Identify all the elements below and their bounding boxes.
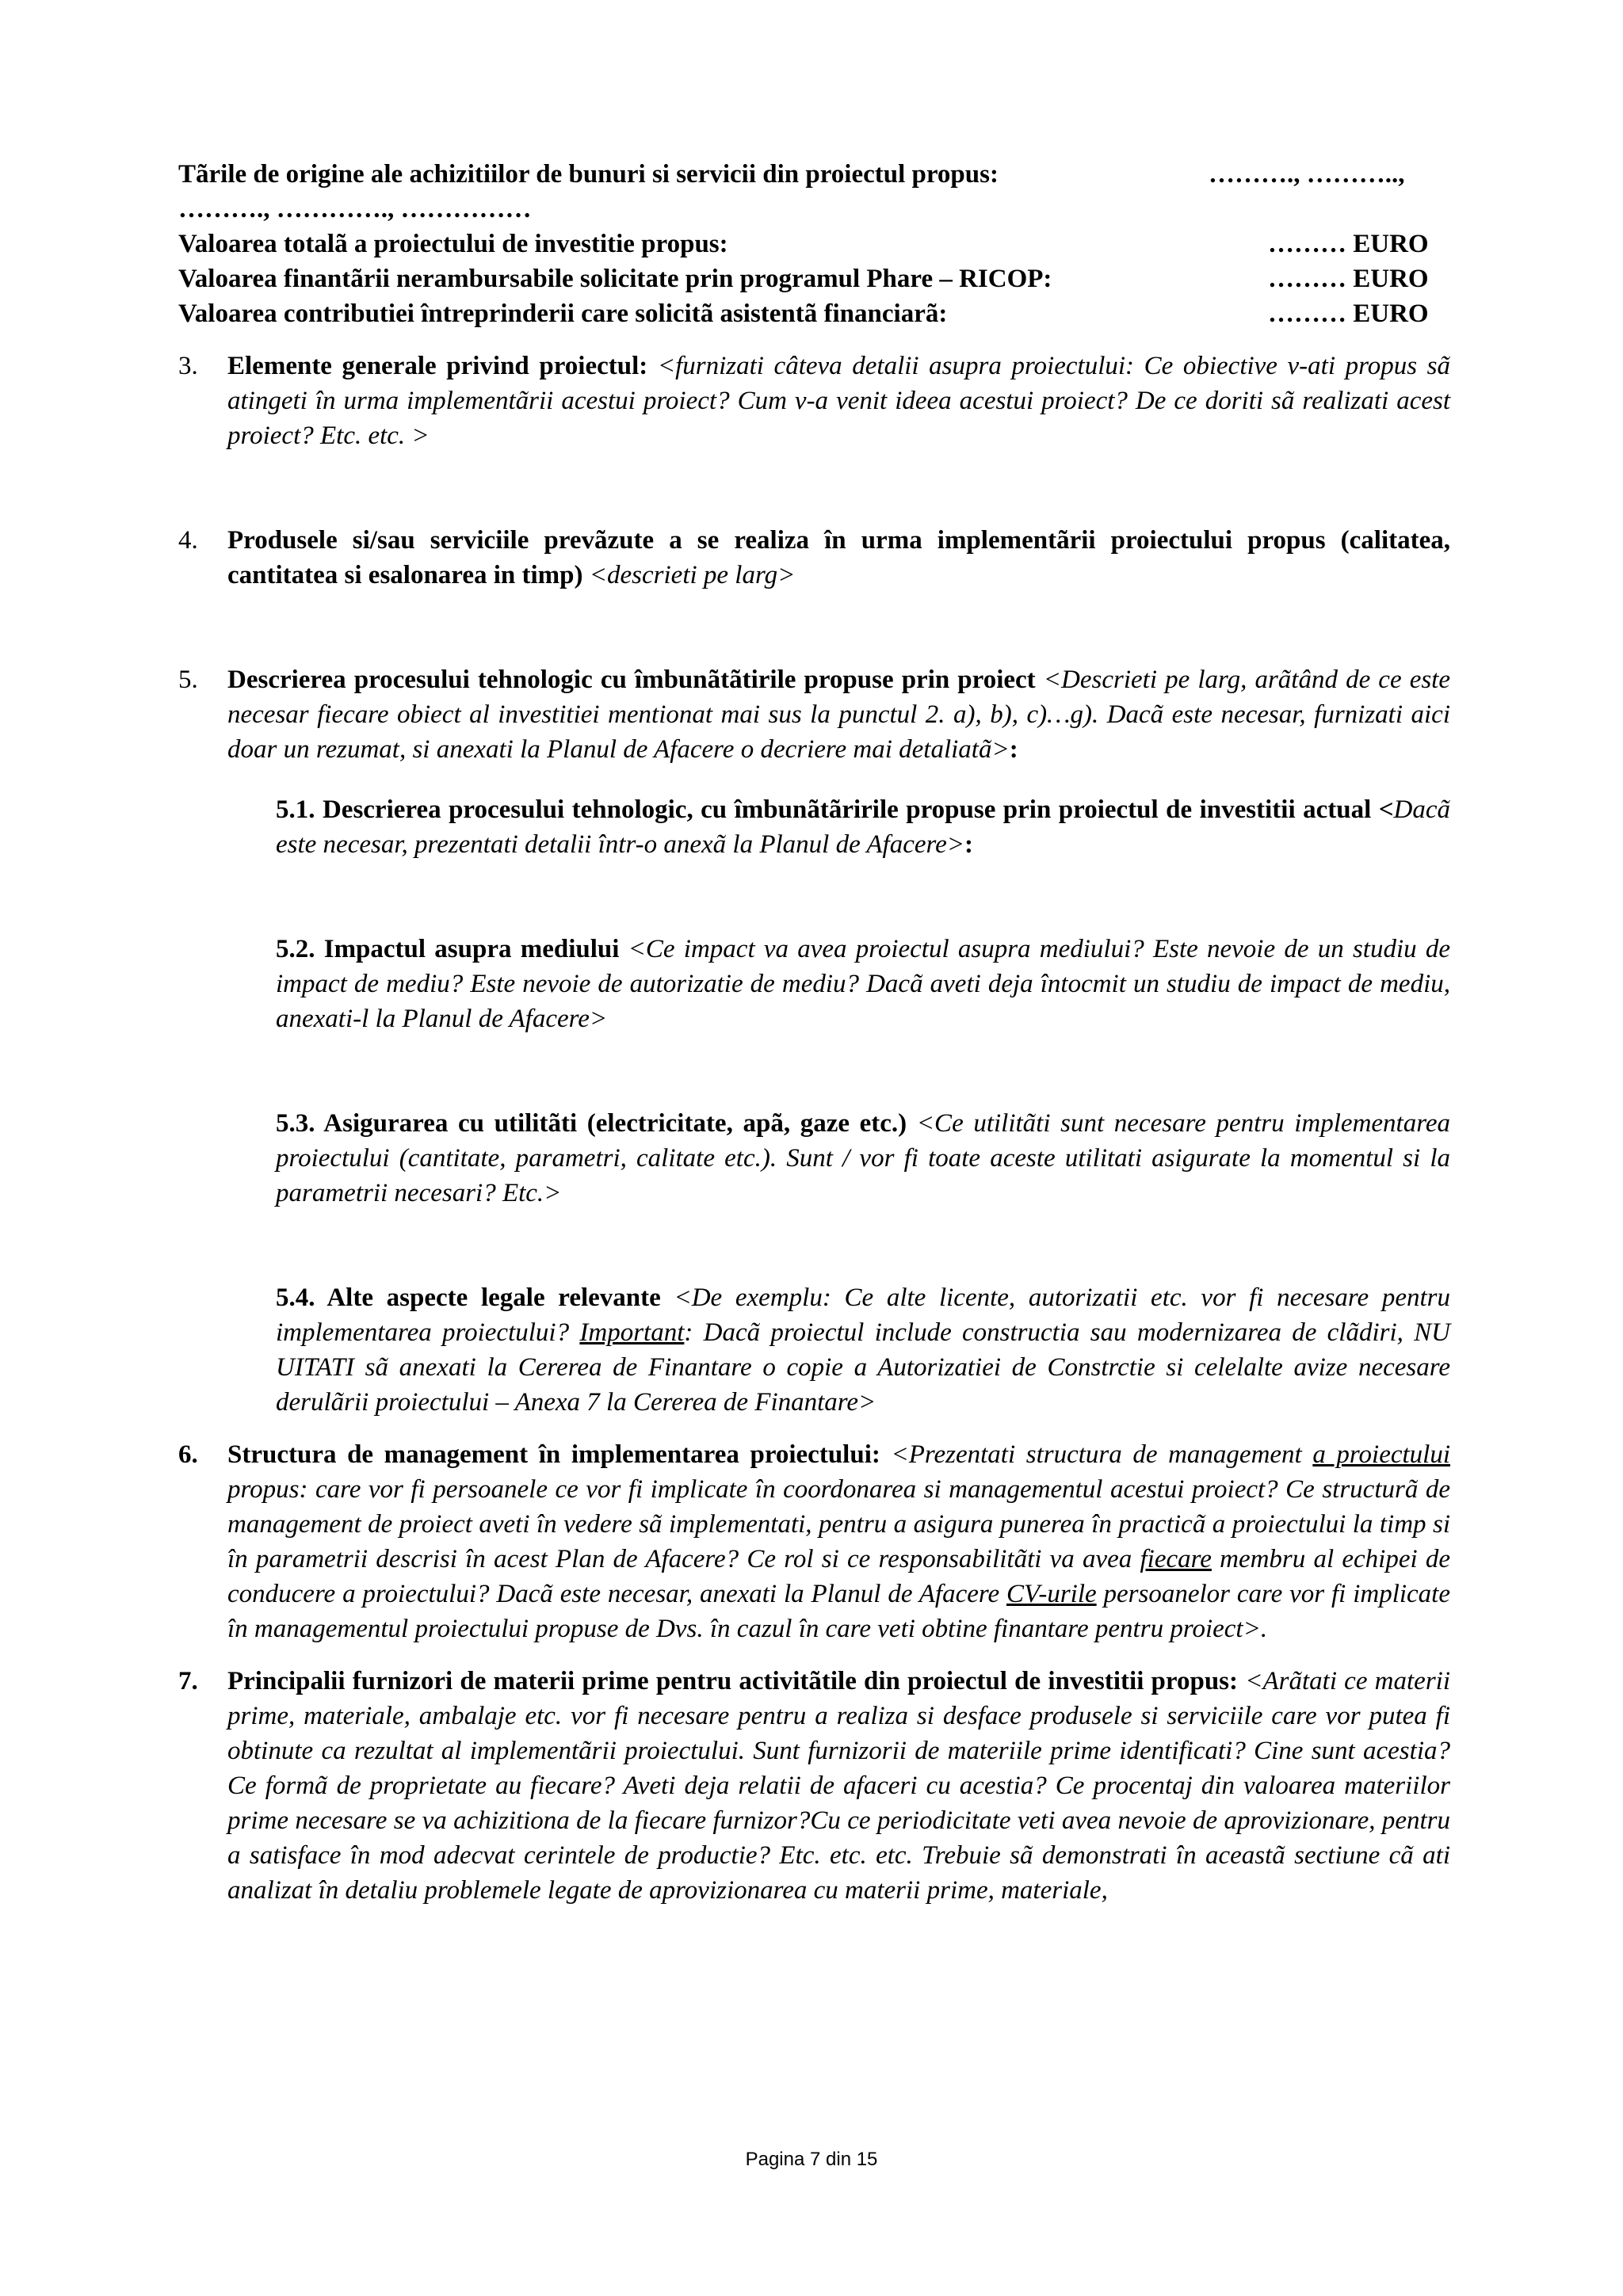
subsection-5-4	[276, 1280, 1450, 1420]
section-title: Elemente generale privind proiectul:	[227, 352, 648, 380]
section-instructions: <descrieti pe larg>	[582, 561, 796, 589]
subsection-instructions: Dacã este necesar, prezentati detalii într-o anexã la Planul de Afacere>	[276, 795, 1450, 859]
grant-value-amount: ……… EURO	[1268, 265, 1429, 293]
section-5	[178, 662, 1450, 767]
section-instructions: <Descrieti pe larg, arãtând de ce este necesar fiecare obiect al investitiei mentionat mai sus la punctul 2. a), b), c)…g). Dacã este necesar, furnizati aici doar un rezumat, si anexati la Planul de Afacere o decriere mai detaliatã>	[227, 666, 1450, 764]
subsection-instructions: <De exemplu: Ce alte licente, autorizatii etc. vor fi necesare pentru implementarea proiectului?	[276, 1283, 1450, 1347]
total-value-label: Valoarea totalã a proiectului de investitie propus:	[178, 230, 728, 258]
section-number: 5.	[178, 666, 198, 694]
subsection-colon: :	[964, 830, 974, 859]
underlined-phrase: a proiectului	[1312, 1440, 1451, 1469]
section-7	[178, 1664, 1450, 1908]
section-title: Principalii furnizori de materii prime pentru activitãtile din proiectul de investitii propus:	[227, 1667, 1239, 1695]
section-number: 4.	[178, 526, 198, 555]
section-instructions: <Arãtati ce materii prime, materiale, ambalaje etc. vor fi necesare pentru a realiza si desface produsele si serviciile care vor putea fi obtinute ca rezultat al implementãrii proiectului. Sunt furnizorii de materiile prime identificati? Cine sunt acestia? Ce formã de proprietate au fiecare? Aveti deja relatii de afaceri cu acestia? Ce procentaj din valoarea materiilor prime necesare se va achizitiona de la fiecare furnizor?Cu ce periodicitate veti avea nevoie de aprovizionare, pentru a satisface în mod adecvat cerintele de productie? Etc. etc. etc. Trebuie sã demonstrati în aceastã sectiune cã ati analizat în detaliu problemele legate de aprovizionarea cu materii prime, materiale,	[227, 1667, 1450, 1905]
subsection-bracket: <	[1371, 795, 1394, 824]
countries-dots-continued: ………., …………., ……………	[178, 195, 532, 223]
section-6	[178, 1437, 1450, 1646]
contribution-value-row	[178, 296, 1450, 331]
underlined-word-fiecare: fiecare	[1140, 1545, 1212, 1573]
countries-row	[178, 157, 1450, 192]
section-number: 3.	[178, 352, 198, 380]
subsection-instructions-continued: : Dacã proiectul include constructia sau modernizarea de clãdiri, NU UITATI sã anexati la Cererea de Finantare o copie a Autorizatiei de Constrctie si celelalte avize necesare derulãrii proiectului – Anexa 7 la Cererea de Finantare>	[276, 1318, 1451, 1417]
subsection-title: 5.2. Impactul asupra mediului	[276, 935, 620, 963]
subsection-5-3	[276, 1106, 1450, 1211]
page-content	[178, 157, 1450, 1908]
subsection-instructions: <Ce impact va avea proiectul asupra mediului? Este nevoie de un studiu de impact de mediu? Este nevoie de autorizatie de mediu? Dacã aveti deja întocmit un studiu de impact de mediu, anexati-l la Planul de Afacere>	[276, 935, 1450, 1033]
section-instructions-2: propus: care vor fi persoanele ce vor fi implicate în coordonarea si managementul acestui proiect? Ce structurã de management de proiect aveti în vedere sã implementati, pentru a asigura punerea în practicã a proiectului la timp si în parametrii descrisi în acest Plan de Afacere? Ce rol si ce responsabilitãti va avea	[227, 1475, 1450, 1573]
countries-label: Tãrile de origine ale achizitiilor de bunuri si servicii din proiectul propus:	[178, 160, 999, 189]
total-value-row	[178, 227, 1450, 261]
section-number: 6.	[178, 1440, 198, 1469]
important-note: Important	[579, 1318, 685, 1347]
section-title: Descrierea procesului tehnologic cu îmbunãtãtirile propuse prin proiect	[227, 666, 1036, 694]
subsection-title: 5.4. Alte aspecte legale relevante	[276, 1283, 661, 1312]
subsection-title: 5.3. Asigurarea cu utilitãti (electricitate, apã, gaze etc.)	[276, 1109, 907, 1138]
total-value-amount: ……… EURO	[1268, 230, 1429, 258]
section-title: Structura de management în implementarea proiectului:	[227, 1440, 880, 1469]
countries-dots: ………., ………..,	[1209, 160, 1405, 189]
section-instructions: <furnizati câteva detalii asupra proiectului: Ce obiective v-ati propus sã atingeti în urma implementãrii acestui proiect? Cum v-a venit ideea acestui proiect? De ce doriti sã realizati acest proiect? Etc. etc. >	[227, 352, 1450, 450]
section-instructions-3: membru al echipei de conducere a proiectului? Dacã este necesar, anexati la Planul de Afacere	[227, 1545, 1450, 1608]
subsection-5-2	[276, 932, 1450, 1036]
section-4	[178, 523, 1450, 593]
contribution-value-label: Valoarea contributiei întreprinderii care solicitã asistentã financiarã:	[178, 299, 948, 328]
grant-value-row	[178, 261, 1450, 296]
section-3	[178, 349, 1450, 453]
page-footer: Pagina 7 din 15	[745, 2149, 878, 2170]
contribution-value-amount: ……… EURO	[1268, 299, 1429, 328]
section-instructions: <Prezentati structura de management	[880, 1440, 1313, 1469]
section-colon: :	[1009, 735, 1018, 764]
subsection-5-1	[276, 792, 1450, 862]
section-number: 7.	[178, 1667, 198, 1695]
subsection-title: 5.1. Descrierea procesului tehnologic, cu îmbunãtãririle propuse prin proiectul de investitii actual	[276, 795, 1372, 824]
underlined-word-cv: CV-urile	[1006, 1580, 1097, 1608]
section-instructions-4: persoanelor care vor fi implicate în managementul proiectului propuse de Dvs. în cazul în care veti obtine finantare pentru proiect>.	[227, 1580, 1450, 1643]
section-title: Produsele si/sau serviciile prevãzute a se realiza în urma implementãrii proiectului propus (calitatea, cantitatea si esalonarea in timp)	[227, 526, 1450, 589]
subsection-instructions: <Ce utilitãti sunt necesare pentru implementarea proiectului (cantitate, parametri, calitate etc.). Sunt / vor fi toate aceste utilitati asigurate la momentul si la parametrii necesari? Etc.>	[276, 1109, 1450, 1207]
grant-value-label: Valoarea finantãrii nerambursabile solicitate prin programul Phare – RICOP:	[178, 265, 1052, 293]
